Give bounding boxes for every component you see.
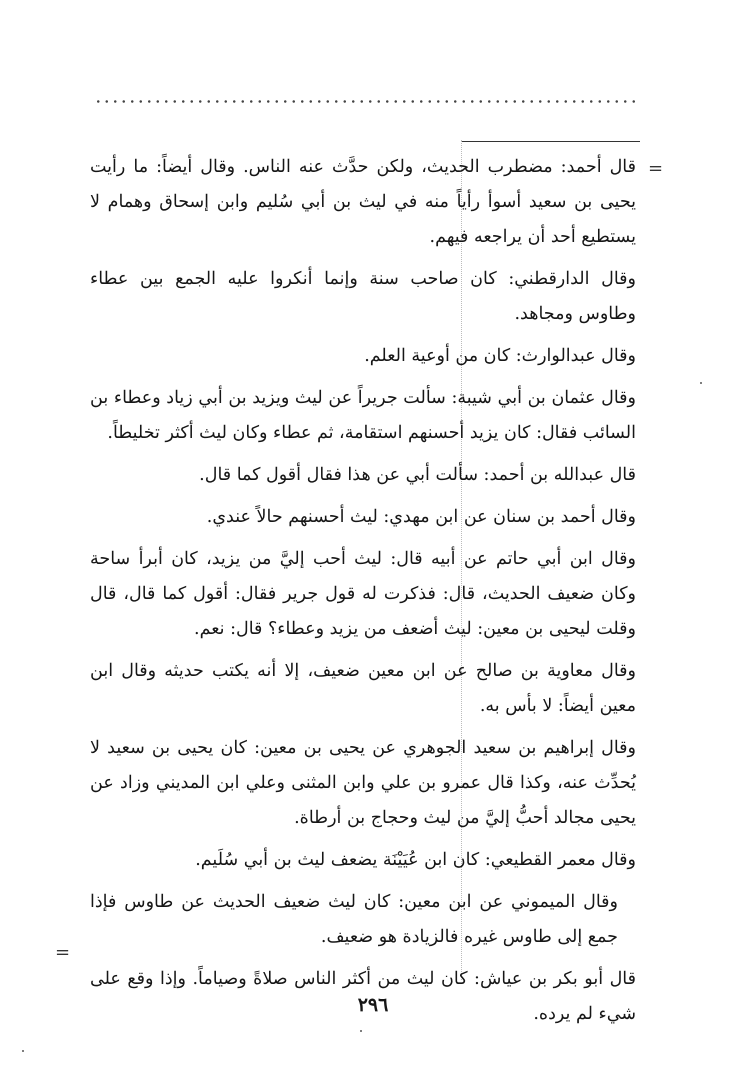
paragraph-muawiya: وقال معاوية بن صالح عن ابن معين ضعيف، إلا أنه يكتب حديثه وقال ابن معين أيضاً: لا بأس به.	[90, 661, 636, 716]
footnote-separator-rule	[462, 141, 640, 142]
paragraph-abu-bakr: قال أبو بكر بن عياش: كان ليث من أكثر الناس صلاةً وصياماً. وإذا وقع على شيء لم يرده.	[90, 969, 636, 1024]
biography-text	[90, 150, 636, 1039]
paragraph-jawhari: وقال إبراهيم بن سعيد الجوهري عن يحيى بن معين: كان يحيى بن سعيد لا يُحدِّث عنه، وكذا قال عمرو بن علي وابن المثنى وعلي ابن المديني وزاد عن يحيى مجالد أحبُّ إليَّ من ليث وحجاج بن أرطاة.	[90, 738, 636, 828]
paragraph-ahmad: قال أحمد: مضطرب الحديث، ولكن حدَّث عنه الناس. وقال أيضاً: ما رأيت يحيى بن سعيد أسوأ رأياً منه في ليث بن أبي سُليم وابن إسحاق وهمام لا يستطيع أحد أن يراجعه فيهم.	[90, 157, 636, 247]
page-number: ٢٩٦	[357, 994, 389, 1016]
paragraph-daraqutni: وقال الدارقطني: كان صاحب سنة وإنما أنكروا عليه الجمع بين عطاء وطاوس ومجاهد.	[90, 269, 636, 324]
scan-speck	[700, 382, 702, 384]
margin-continuation-mark-top: =	[648, 158, 664, 179]
paragraph-maymuni: وقال الميموني عن ابن معين: كان ليث ضعيف الحديث عن طاوس فإذا جمع إلى طاوس غيره فالزيادة هو ضعيف.	[90, 892, 618, 947]
paragraph-ibn-abi-hatim: وقال ابن أبي حاتم عن أبيه قال: ليث أحب إليَّ من يزيد، كان أبرأ ساحة وكان ضعيف الحديث، قال: فذكرت له قول جرير فقال: أقول كما قال، قال وقلت ليحيى بن معين: ليث أضعف من يزيد وعطاء؟ قال: نعم.	[90, 549, 636, 639]
paragraph-abdulwarith: وقال عبدالوارث: كان من أوعية العلم.	[364, 346, 636, 366]
margin-continuation-mark-bottom: =	[55, 942, 71, 963]
paragraph-uthman: وقال عثمان بن أبي شيبة: سألت جريراً عن ليث ويزيد بن أبي زياد وعطاء بن السائب فقال: كان يزيد أحسنهم استقامة، ثم عطاء وكان ليث أكثر تخليطاً.	[90, 388, 636, 443]
dotted-header-rule	[94, 100, 638, 103]
paragraph-ahmad-sinan: وقال أحمد بن سنان عن ابن مهدي: ليث أحسنهم حالاً عندي.	[206, 507, 636, 527]
paragraph-abdullah: قال عبدالله بن أحمد: سألت أبي عن هذا فقال أقول كما قال.	[199, 465, 636, 485]
scan-speck	[22, 1050, 24, 1052]
paragraph-qatii: وقال معمر القطيعي: كان ابن عُيَيْنَة يضعف ليث بن أبي سُلَيم.	[195, 850, 636, 870]
scan-speck	[360, 1030, 362, 1032]
